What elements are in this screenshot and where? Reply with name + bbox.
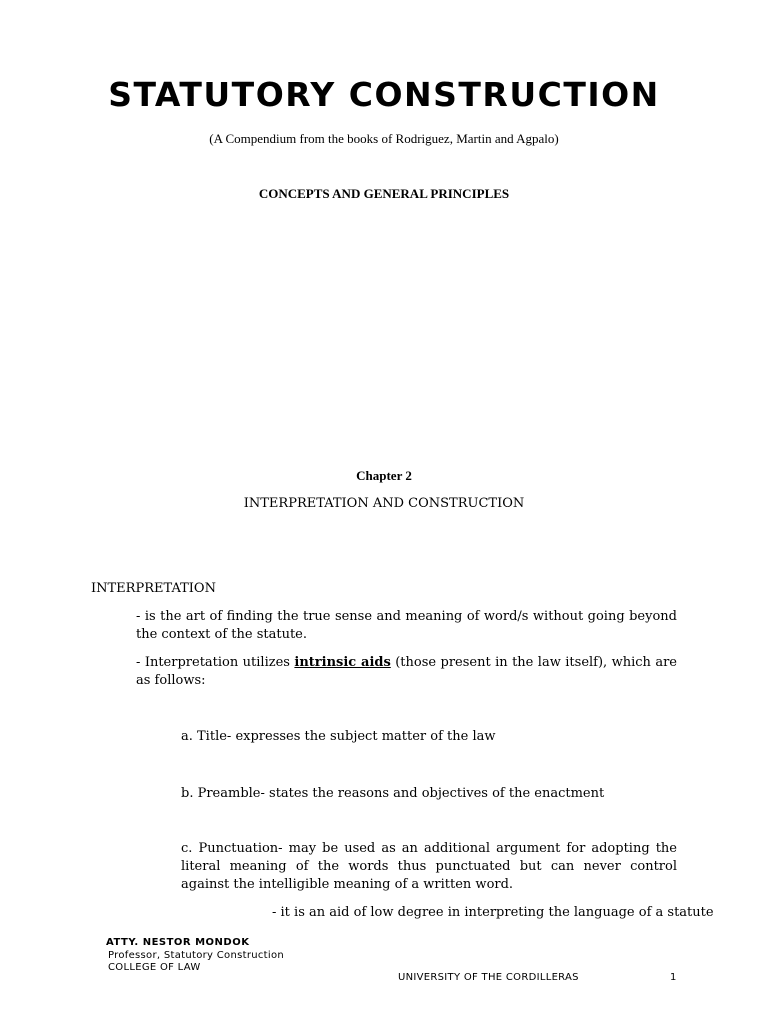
footer-author-name: ATTY. NESTOR MONDOK: [106, 937, 250, 948]
list-item-title: a. Title- expresses the subject matter of the law: [181, 729, 496, 744]
page-number: 1: [670, 972, 677, 983]
intrinsic-aids-intro: - Interpretation utilizes: [136, 655, 295, 670]
intrinsic-aids-continuation: (those present in the law itself), which are as follows:: [136, 655, 678, 688]
definition-paragraph: - is the art of finding the true sense and meaning of word/s without going beyond the context of the statute.: [136, 609, 677, 642]
punctuation-note: - it is an aid of low degree in interpreting the language of a statute: [272, 905, 714, 920]
intrinsic-aids-paragraph: [136, 654, 677, 690]
chapter-label: Chapter 2: [356, 468, 412, 483]
footer-college: COLLEGE OF LAW: [108, 962, 201, 973]
document-title: STATUTORY CONSTRUCTION: [108, 75, 660, 114]
footer-university: UNIVERSITY OF THE CORDILLERAS: [398, 972, 579, 983]
list-item-punctuation: c. Punctuation- may be used as an additional argument for adopting the literal meaning of the words thus punctuated but can never control against the intelligible meaning of a written word.: [181, 841, 677, 892]
document-subtitle: (A Compendium from the books of Rodriguez, Martin and Agpalo): [209, 131, 559, 146]
section-concepts-heading: CONCEPTS AND GENERAL PRINCIPLES: [258, 186, 510, 201]
list-item-preamble: b. Preamble- states the reasons and objectives of the enactment: [181, 786, 605, 801]
intrinsic-aids-term: intrinsic aids: [294, 655, 391, 670]
interpretation-heading: INTERPRETATION: [91, 581, 216, 596]
chapter-title: INTERPRETATION AND CONSTRUCTION: [243, 496, 525, 511]
footer-author-role: Professor, Statutory Construction: [108, 950, 285, 961]
